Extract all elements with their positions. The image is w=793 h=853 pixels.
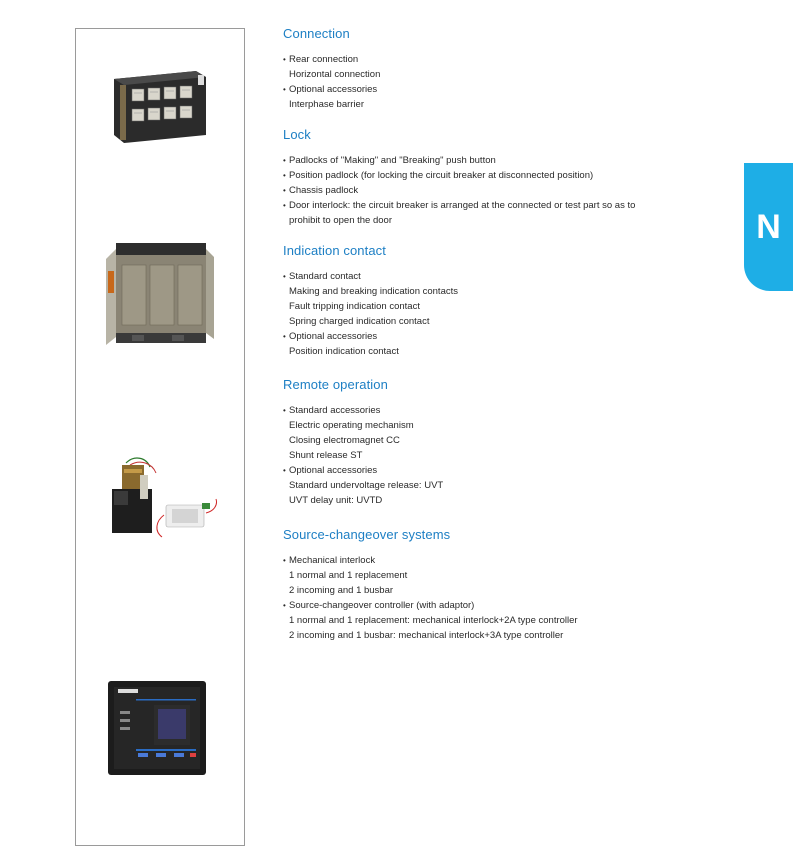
list-item: Closing electromagnet CC [289,435,400,446]
section-list [283,269,703,359]
section-source-changeover [283,527,703,643]
section-indication-contact [283,243,703,359]
list-item: 1 normal and 1 replacement: mechanical interlock+2A type controller [289,615,578,626]
list-item: Making and breaking indication contacts [289,286,458,297]
chapter-tab [744,163,793,291]
section-title: Remote operation [283,377,388,392]
rear-connection-terminal-image [110,65,210,145]
list-item: UVT delay unit: UVTD [289,495,383,506]
list-item: • Position padlock (for locking the circuit breaker at disconnected position) [283,168,703,183]
changeover-controller-image [106,679,208,777]
list-item: • Chassis padlock [283,183,703,198]
list-item: • Optional accessories [283,329,703,344]
section-list [283,403,703,508]
section-title: Connection [283,26,350,41]
list-item: • Source-changeover controller (with adaptor) [283,598,703,613]
accessories-content [283,26,703,643]
list-item: Spring charged indication contact [289,316,430,327]
list-item: • Optional accessories [283,463,703,478]
list-item: Shunt release ST [289,450,363,461]
chapter-letter: N [756,208,781,246]
section-lock [283,127,703,228]
section-list [283,553,703,643]
list-item: Fault tripping indication contact [289,301,420,312]
list-item: • Rear connection [283,52,703,67]
list-item: Standard undervoltage release: UVT [289,480,444,491]
product-image-panel [75,28,245,846]
list-item: • Standard accessories [283,403,703,418]
list-item: 2 incoming and 1 busbar: mechanical interlock+3A type controller [289,630,564,641]
list-item: • Optional accessories [283,82,703,97]
list-item: 1 normal and 1 replacement [289,570,408,581]
list-item: Electric operating mechanism [289,420,414,431]
list-item: • Door interlock: the circuit breaker is arranged at the connected or test part so as to [283,198,703,213]
list-item: 2 incoming and 1 busbar [289,585,394,596]
section-title: Source-changeover systems [283,527,451,542]
section-remote-operation [283,377,703,508]
section-list [283,153,703,228]
list-item: • Padlocks of "Making" and "Breaking" push button [283,153,703,168]
section-connection [283,26,703,112]
list-item: Interphase barrier [289,99,364,110]
section-title: Indication contact [283,243,386,258]
list-item: Horizontal connection [289,69,381,80]
list-item: prohibit to open the door [289,215,392,226]
drawout-chassis-image [102,241,218,351]
list-item: • Standard contact [283,269,703,284]
list-item: Position indication contact [289,346,399,357]
list-item: • Mechanical interlock [283,553,703,568]
section-list [283,52,703,112]
operating-mechanism-image [106,455,226,541]
section-title: Lock [283,127,311,142]
